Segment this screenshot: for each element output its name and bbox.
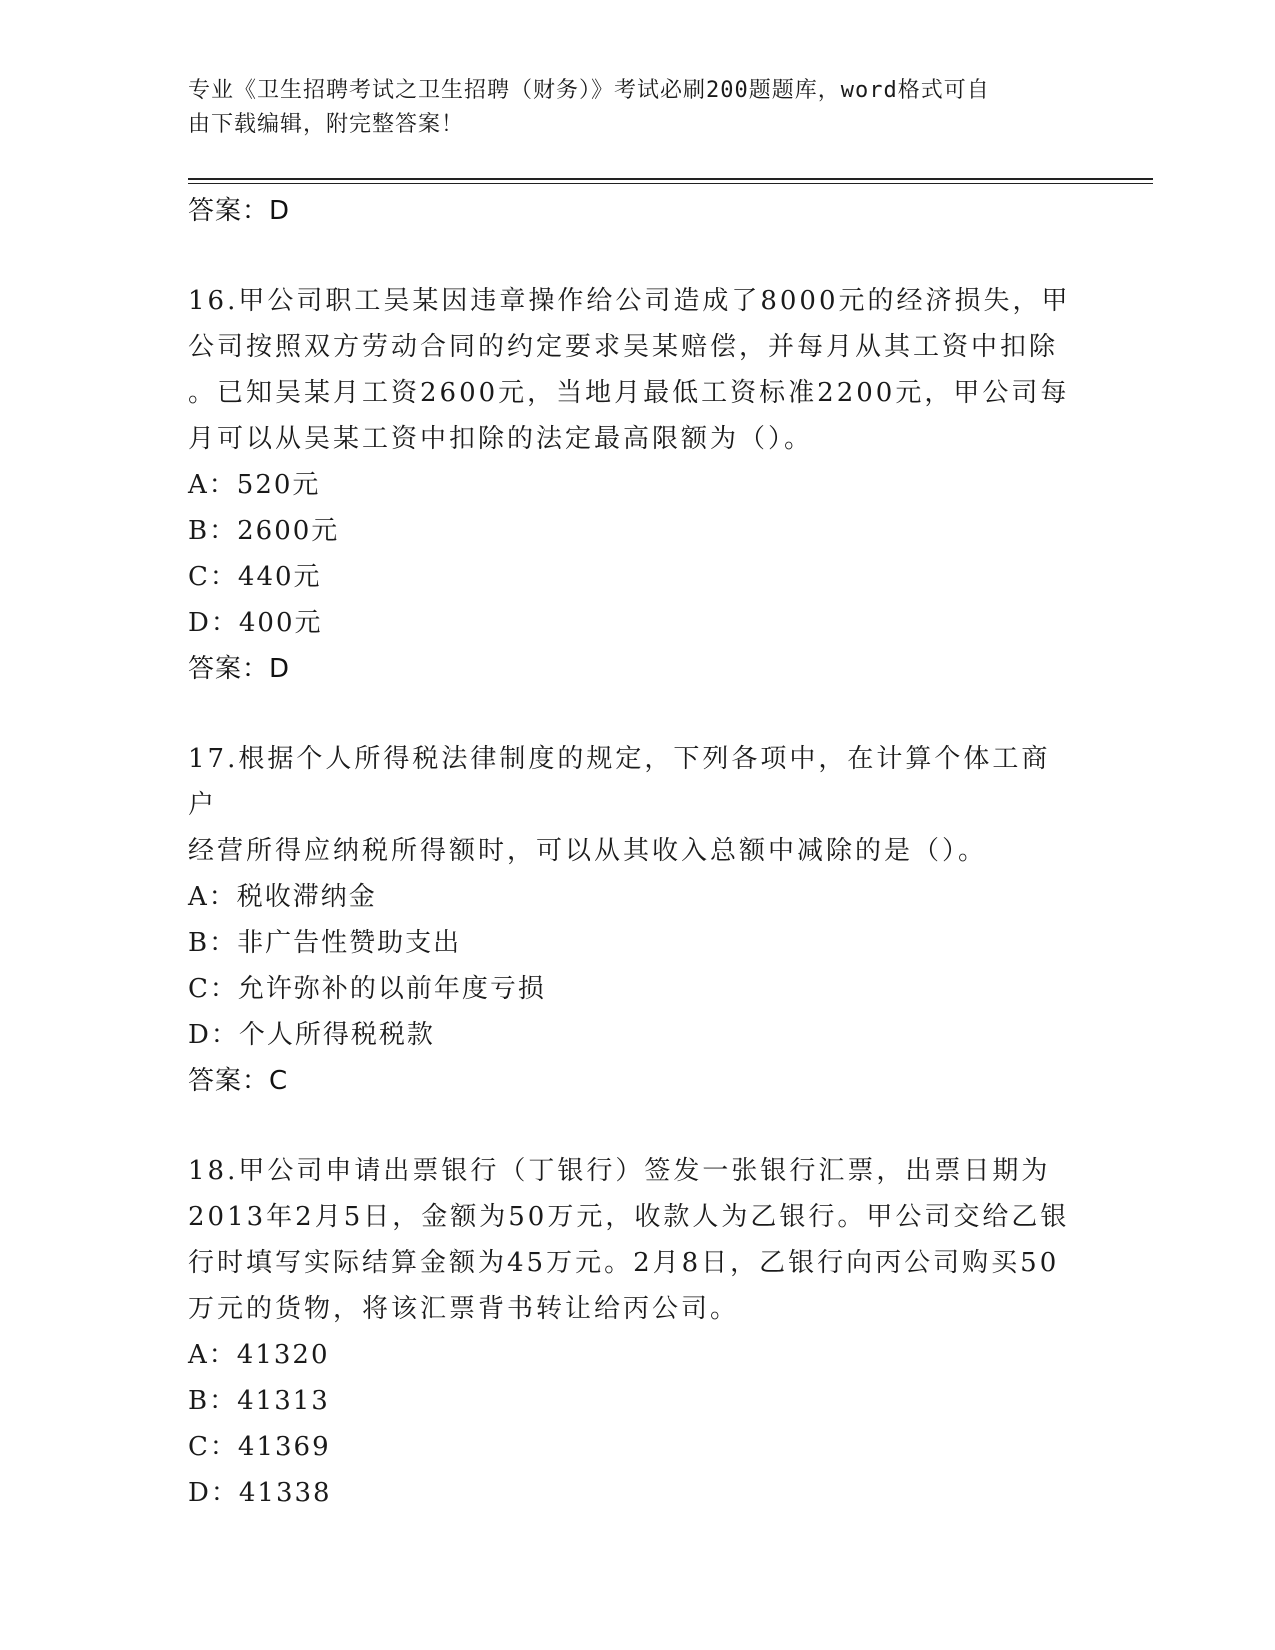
option-label: C： [188,974,238,1004]
answer-line [188,1058,1078,1104]
question-16 [188,278,1078,692]
option-text: 允许弥补的以前年度亏损 [237,974,546,1004]
option-b [188,920,1078,966]
question-line: 公司按照双方劳动合同的约定要求吴某赔偿，并每月从其工资中扣除 [188,332,1059,362]
option-label: D： [188,1020,239,1050]
option-a [188,462,1078,508]
option-text: 520元 [236,470,321,500]
option-label: A： [188,882,237,912]
option-text: 41320 [236,1340,330,1370]
option-text: 非广告性赞助支出 [237,928,462,958]
question-line: 。已知吴某月工资2600元，当地月最低工资标准2200元，甲公司每 [188,378,1070,408]
answer-label: 答案： [188,196,270,226]
option-text: 个人所得税税款 [238,1020,435,1050]
header-rule-thin [188,183,1153,184]
question-line: 17.根据个人所得税法律制度的规定，下列各项中，在计算个体工商户 [188,744,1051,820]
option-label: B： [188,516,238,546]
answer-label: 答案： [188,654,270,684]
option-b [188,508,1078,554]
question-text [188,1148,1078,1332]
question-text [188,736,1078,874]
option-b [188,1378,1078,1424]
answer-label: 答案： [188,1066,270,1096]
option-label: A： [188,470,237,500]
option-text: 440元 [237,562,322,592]
header-rule-thick [188,178,1153,180]
document-header [188,74,1068,142]
option-label: B： [188,928,238,958]
question-line: 16.甲公司职工吴某因违章操作给公司造成了8000元的经济损失，甲 [188,286,1071,316]
option-text: 41338 [238,1478,332,1508]
option-label: D： [188,608,239,638]
option-label: D： [188,1478,239,1508]
option-c [188,1424,1078,1470]
header-line-2: 由下载编辑，附完整答案！ [188,112,465,137]
option-text: 41313 [237,1386,330,1416]
question-line: 2013年2月5日，金额为50万元，收款人为乙银行。甲公司交给乙银 [188,1202,1070,1232]
answer-value: D [269,654,291,684]
option-label: A： [188,1340,237,1370]
answer-value: D [269,196,291,226]
option-c [188,966,1078,1012]
question-line: 经营所得应纳税所得额时，可以从其收入总额中减除的是（）。 [188,836,988,866]
question-line: 万元的货物，将该汇票背书转让给丙公司。 [188,1294,740,1324]
option-c [188,554,1078,600]
option-label: C： [188,562,238,592]
question-18 [188,1148,1078,1516]
option-a [188,1332,1078,1378]
option-label: B： [188,1386,238,1416]
option-text: 400元 [238,608,323,638]
option-label: C： [188,1432,238,1462]
option-text: 41369 [237,1432,331,1462]
option-text: 2600元 [237,516,340,546]
question-line: 月可以从吴某工资中扣除的法定最高限额为（）。 [188,424,814,454]
question-text [188,278,1078,462]
answer-value: C [269,1066,289,1096]
question-line: 行时填写实际结算金额为45万元。2月8日，乙银行向丙公司购买50 [188,1248,1060,1278]
option-d [188,1012,1078,1058]
option-text: 税收滞纳金 [236,882,377,912]
option-d [188,600,1078,646]
option-a [188,874,1078,920]
answer-line [188,188,1078,234]
header-line-1: 专业《卫生招聘考试之卫生招聘（财务）》考试必刷200题题库，word格式可自 [188,78,990,103]
question-line: 18.甲公司申请出票银行（丁银行）签发一张银行汇票，出票日期为 [188,1156,1051,1186]
option-d [188,1470,1078,1516]
document-content [188,188,1078,1516]
question-17 [188,736,1078,1104]
answer-line [188,646,1078,692]
